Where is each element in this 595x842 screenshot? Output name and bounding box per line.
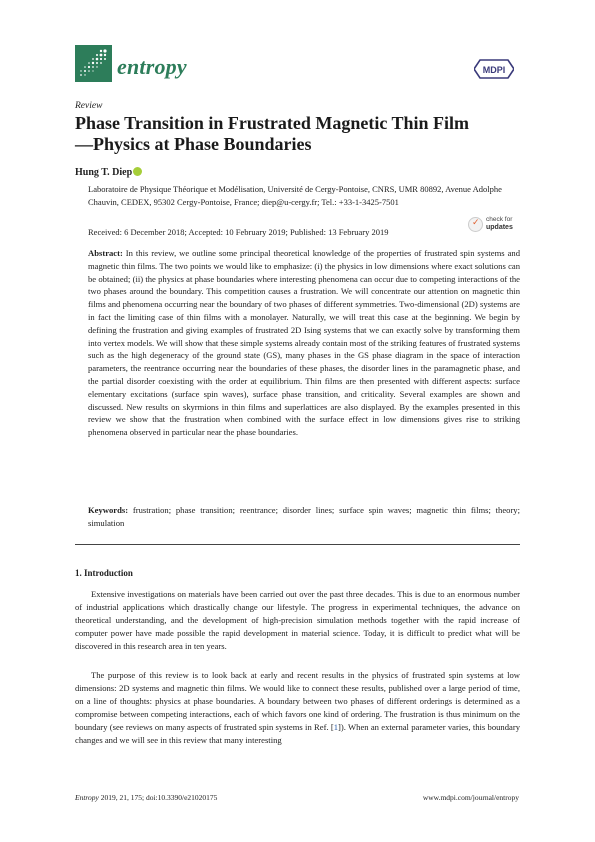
section-divider — [75, 544, 520, 545]
orcid-icon[interactable] — [133, 167, 142, 176]
intro-paragraph-2-text-a: The purpose of this review is to look back at early and recent results in the physics of frustrated spin systems at low dimensions: 2D systems and magnetic thin films. We would like to connect these results, published over a large period of time, on a line of thoughts: physics at phase boundaries. A boundary between two phases of different orderings is determined as a compromise between competing interactions, each of which favors one kind of ordering. The frustration is thus minimum on the boundary (see reviews on many aspects of frustrated spin systems in Ref. [ — [75, 670, 520, 732]
reference-link[interactable]: 1 — [333, 721, 339, 732]
footer-citation — [75, 793, 217, 802]
check-mark-icon: ✓ — [472, 218, 480, 228]
affiliation: Laboratoire de Physique Théorique et Modélisation, Université de Cergy-Pontoise, CNRS, UMR 80892, Avenue Adolphe Chauvin, CEDEX, 95302 Cergy-Pontoise, France; diep@u-cergy.fr; Tel.: +33-1-3425-7501 — [88, 184, 502, 207]
author-name: Hung T. Diep — [75, 167, 133, 178]
intro-paragraph-2 — [75, 669, 520, 746]
journal-logo-icon — [75, 45, 112, 82]
journal-name: entropy — [117, 54, 187, 79]
keywords — [88, 504, 520, 530]
mdpi-logo-text: MDPI — [482, 65, 506, 75]
abstract-text: In this review, we outline some principal theoretical knowledge of the properties of frustrated spin systems and magnetic thin films. The two points we would like to emphasize: (i) the physics in low dimensions where exact solutions can be obtained; (ii) the physics at phase boundaries where interesting phenomena can occur due to competing interactions of the two phases around the boundary. This competition causes a frustration. We will concentrate our attention on magnetic thin films and phenomena occurring near the boundary of two phases of different symmetries. Two-dimensional (2D) systems are in fact the limiting case of thin films with a monolayer. Naturally, we will treat this case at the beginning. We begin by defining the frustration and giving examples of frustrated 2D Ising systems that we can exactly solve by transforming them into vertex models. We will show that these simple systems already contain most of the striking features of frustrated systems such as the high degeneracy of the ground state (GS), many phases in the GS phase diagram in the space of interaction parameters, the reentrance occurring near the boundaries of these phases, the disorder lines in the paramagnetic phase, and the partial disorder coexisting with the order at equilibrium. Thin films are then presented with different aspects: surface elementary excitations (surface spin waves), surface phase transition, and criticality. Several examples are shown and discussed. New results on skyrmions in thin films and superlattices are also displayed. By the examples presented in this review we show that the frustration when combined with the surface effect in low dimensions gives rise to striking phenomena observed in particular near the phase boundaries. — [88, 248, 520, 438]
footer-website[interactable]: www.mdpi.com/journal/entropy — [422, 793, 519, 802]
check-updates-line2: updates — [486, 224, 513, 231]
article-type: Review — [75, 101, 103, 111]
paper-title: Phase Transition in Frustrated Magnetic Thin Film—Physics at Phase Boundaries — [75, 113, 470, 154]
abstract — [88, 247, 520, 439]
section-heading: 1. Introduction — [75, 568, 133, 578]
footer-citation-text: 2019, 21, 175; doi:10.3390/e21020175 — [100, 793, 218, 802]
publication-dates: Received: 6 December 2018; Accepted: 10 February 2019; Published: 13 February 2019 — [88, 227, 389, 237]
abstract-label: Abstract: — [88, 248, 123, 258]
footer-journal: Entropy — [75, 793, 99, 802]
intro-paragraph-2-text-b: ]). When an external parameter varies, this boundary changes and we will see in this review that many interesting — [75, 721, 520, 745]
mdpi-logo-icon — [474, 58, 514, 80]
check-updates-line1: check for — [486, 216, 513, 223]
keywords-text: frustration; phase transition; reentrance; disorder lines; surface spin waves; magnetic thin films; theory; simulation — [88, 505, 520, 528]
intro-paragraph-1: Extensive investigations on materials have been carried out over the past three decades. This is due to an enormous number of industrial applications which drastically change our lifestyle. The progress in experimental techniques, the advance on theoretical understanding, and the development of high-precision simulation methods together with the rapid increase of computer power have made possible the rapid development in material science. Today, it is difficult to predict what will be discovered in this research area in ten years. — [75, 589, 520, 651]
keywords-label: Keywords: — [88, 505, 129, 515]
author-line — [75, 167, 142, 178]
check-for-updates-badge[interactable] — [468, 214, 516, 244]
